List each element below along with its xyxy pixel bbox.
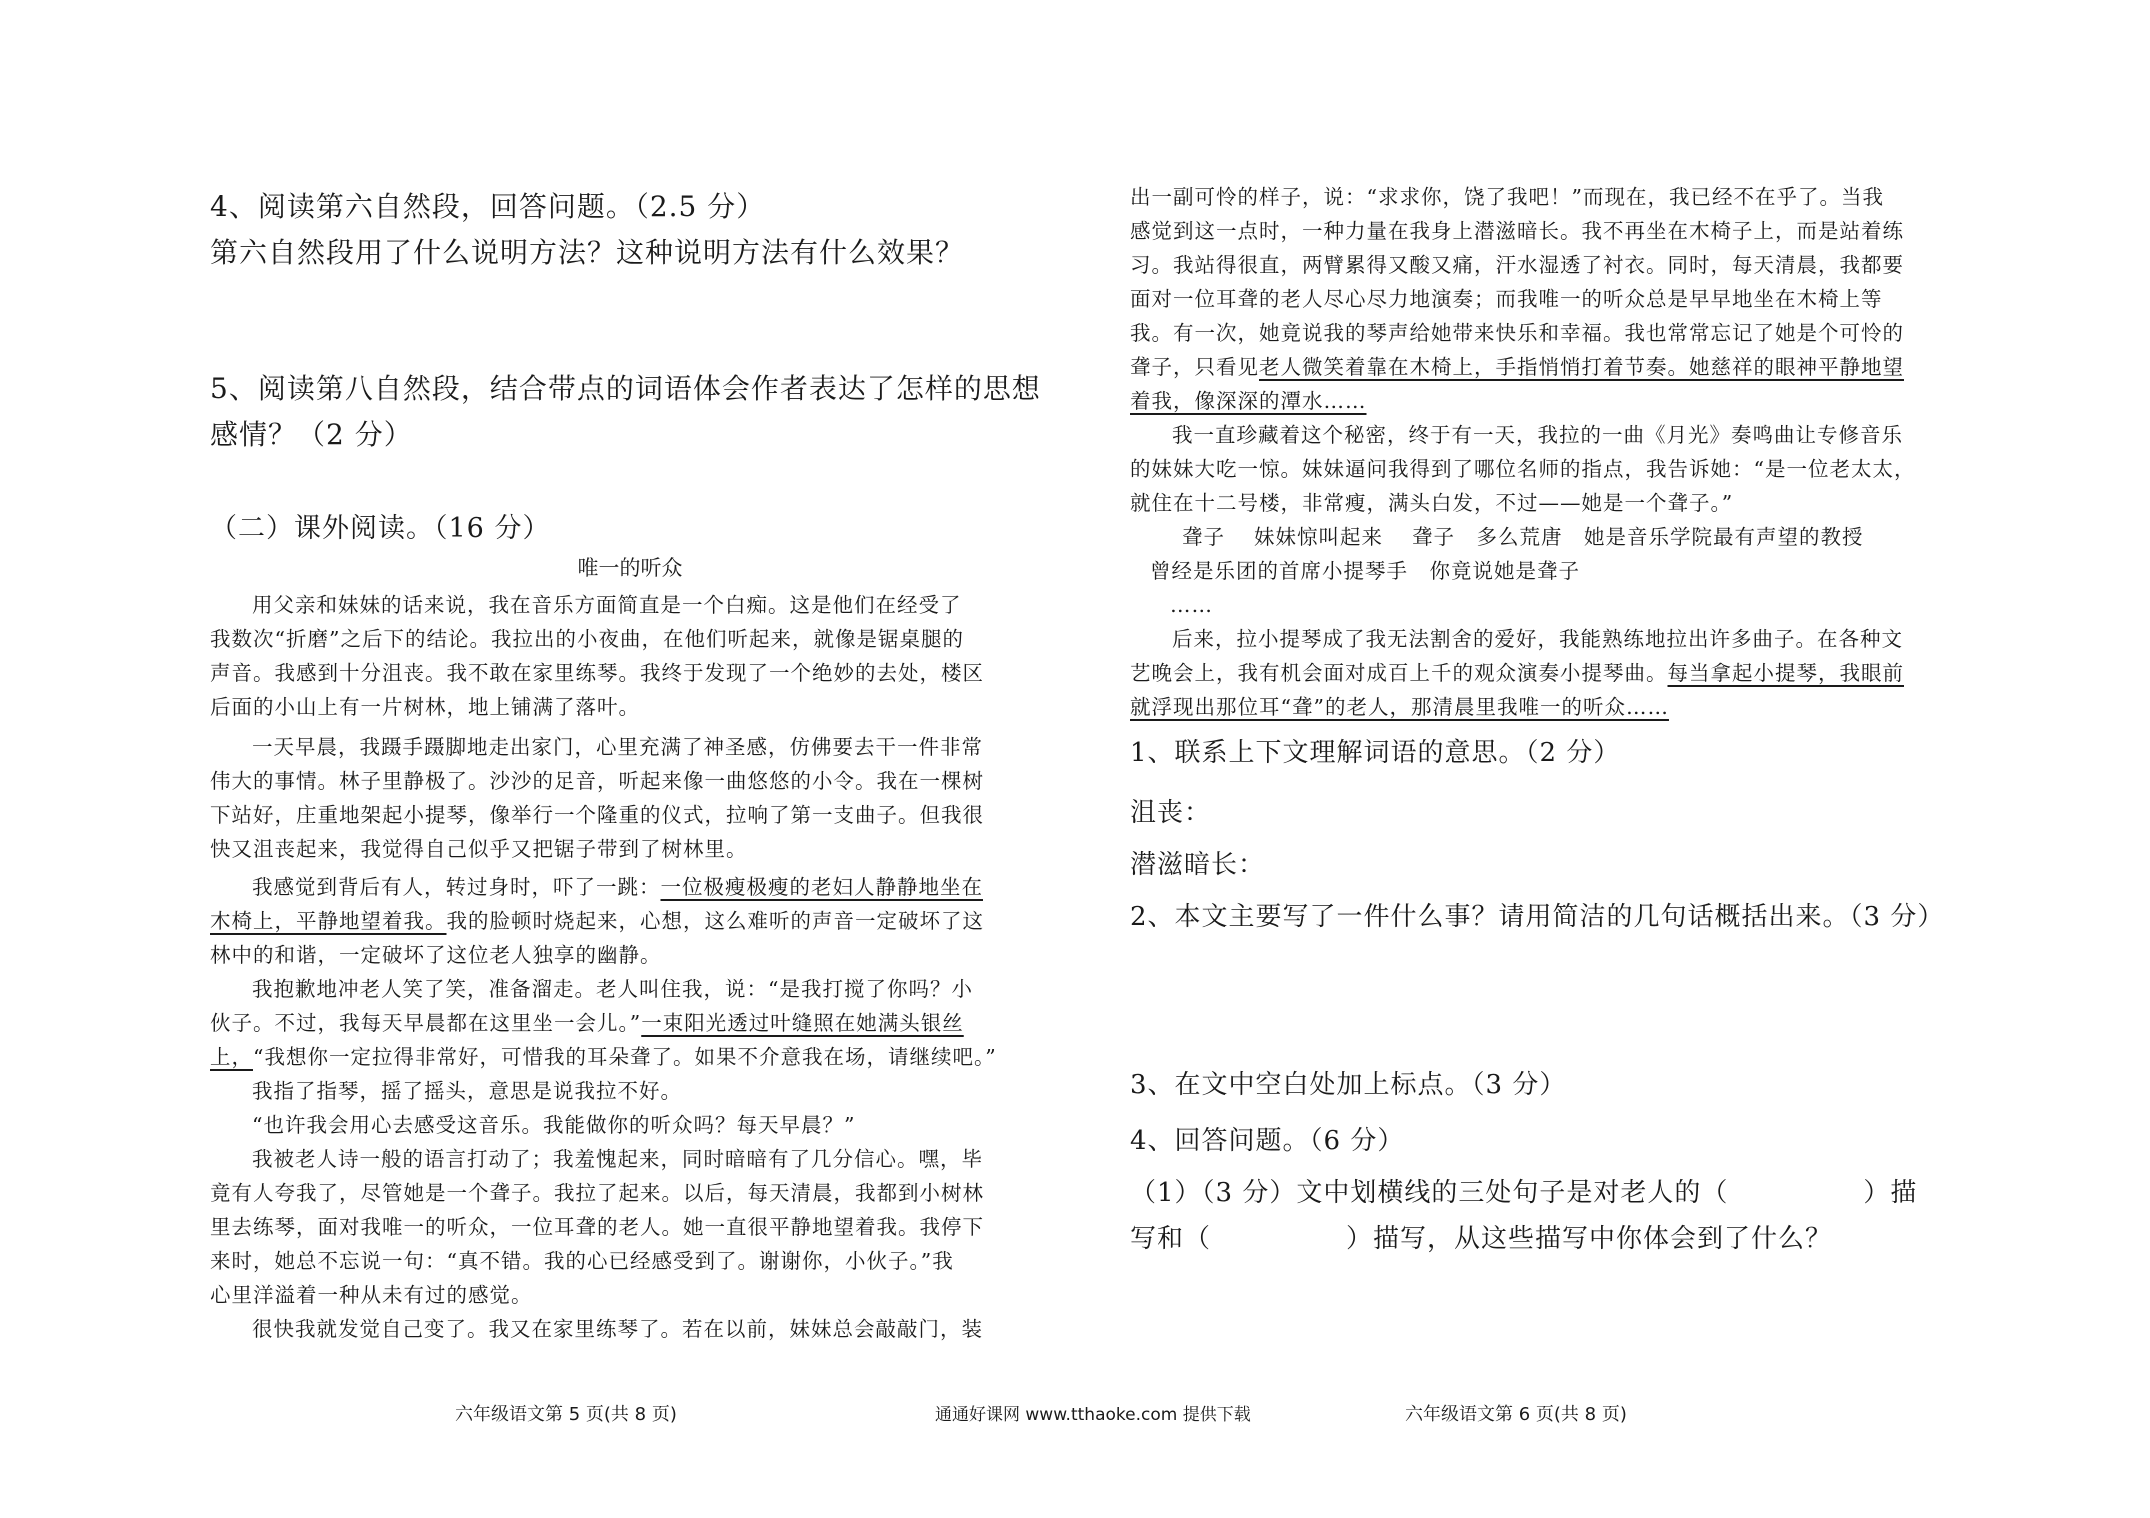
question-text: 2、本文主要写了一件什么事？请用简洁的几句话概括出来。（3 分） bbox=[1130, 902, 1945, 932]
text-line: 很快我就发觉自己变了。我又在家里练琴了。若在以前，妹妹总会敲敲门，装 bbox=[252, 1317, 983, 1341]
reading-question-4 bbox=[1130, 1118, 1404, 1164]
vocab-label: 潜滋暗长： bbox=[1130, 850, 1266, 880]
text-line bbox=[210, 904, 984, 938]
reading-question-1 bbox=[1130, 730, 1620, 776]
story-paragraph-10 bbox=[1130, 418, 1915, 520]
story-paragraph-12 bbox=[1130, 622, 1904, 724]
text-line bbox=[210, 870, 984, 904]
reading-question-4-1 bbox=[1130, 1170, 1917, 1262]
vocab-label: 沮丧： bbox=[1130, 798, 1212, 828]
text-line: 习。我站得很直，两臂累得又酸又痛，汗水湿透了衬衣。同时，每天清晨，我都要 bbox=[1130, 253, 1904, 277]
text-line: 用父亲和妹妹的话来说，我在音乐方面简直是一个白痴。这是他们在经受了 bbox=[252, 593, 962, 617]
ellipsis: …… bbox=[1170, 593, 1213, 617]
text-span: 伙子。不过，我每天早晨都在这里坐一会儿。” bbox=[210, 1011, 642, 1035]
story-paragraph-8 bbox=[210, 1312, 983, 1346]
text-span: “我想你一定拉得非常好，可惜我的耳朵聋了。如果不介意我在场，请继续吧。” bbox=[253, 1045, 997, 1069]
story-paragraph-6 bbox=[210, 1108, 855, 1142]
question-4-prompt: 第六自然段用了什么说明方法？这种说明方法有什么效果？ bbox=[210, 236, 965, 269]
text-line: 的妹妹大吃一惊。妹妹逼问我得到了哪位名师的指点，我告诉她：“是一位老太太， bbox=[1130, 457, 1916, 481]
text-span: 艺晚会上，我有机会面对成百上千的观众演奏小提琴曲。 bbox=[1130, 661, 1668, 685]
story-paragraph-7 bbox=[210, 1142, 984, 1312]
text-line bbox=[1130, 384, 1904, 418]
underlined-sentence-3-end: 着我，像深深的潭水…… bbox=[1130, 389, 1367, 413]
story-paragraph-2 bbox=[210, 730, 984, 866]
footer-right-page-number: 六年级语文第 6 页(共 8 页) bbox=[1405, 1404, 1627, 1425]
story-paragraph-3 bbox=[210, 870, 984, 972]
text-line: 下站好，庄重地架起小提琴，像举行一个隆重的仪式，拉响了第一支曲子。但我很 bbox=[210, 803, 984, 827]
question-5-line2: 感情？（2 分） bbox=[210, 418, 413, 451]
text-line bbox=[1130, 656, 1904, 690]
text-span: 我的脸顿时烧起来，心想，这么难听的声音一定破坏了这 bbox=[446, 909, 984, 933]
question-text: 3、在文中空白处加上标点。（3 分） bbox=[1130, 1070, 1567, 1100]
text-line-needs-punctuation: 曾经是乐团的首席小提琴手 你竟说她是聋子 bbox=[1150, 559, 1580, 583]
question-5-line1: 5、阅读第八自然段，结合带点的词语体会作者表达了怎样的思想 bbox=[210, 372, 1041, 405]
text-line-needs-punctuation: 聋子 妹妹惊叫起来 聋子 多么荒唐 她是音乐学院最有声望的教授 bbox=[1182, 525, 1864, 549]
vocab-item-1 bbox=[1130, 790, 1211, 836]
underlined-sentence-2: 一束阳光透过叶缝照在她满头银丝 bbox=[641, 1011, 964, 1035]
footer-left-page-number: 六年级语文第 5 页(共 8 页) bbox=[455, 1404, 677, 1425]
underlined-sentence-4: 每当拿起小提琴，我眼前 bbox=[1667, 661, 1904, 685]
text-line: 我抱歉地冲老人笑了笑，准备溜走。老人叫住我，说：“是我打搅了你吗？小 bbox=[252, 977, 973, 1001]
story-paragraph-11 bbox=[1130, 520, 1864, 622]
question-text: （1）（3 分）文中划横线的三处句子是对老人的（ ）描 bbox=[1130, 1178, 1918, 1208]
underlined-sentence-4-end: 就浮现出那位耳“聋”的老人，那清晨里我唯一的听众…… bbox=[1130, 695, 1669, 719]
story-paragraph-1 bbox=[210, 588, 984, 724]
text-line: 我被老人诗一般的语言打动了；我羞愧起来，同时暗暗有了几分信心。嘿，毕 bbox=[252, 1147, 983, 1171]
story-paragraph-4 bbox=[210, 972, 997, 1074]
text-line: 伟大的事情。林子里静极了。沙沙的足音，听起来像一曲悠悠的小令。我在一棵树 bbox=[210, 769, 984, 793]
text-line: 后面的小山上有一片树林，地上铺满了落叶。 bbox=[210, 695, 640, 719]
text-line: 竟有人夸我了，尽管她是一个聋子。我拉了起来。以后，每天清晨，我都到小树林 bbox=[210, 1181, 984, 1205]
question-4 bbox=[210, 184, 964, 276]
question-text: 写和（ ）描写，从这些描写中你体会到了什么？ bbox=[1130, 1224, 1833, 1254]
text-line: 一天早晨，我蹑手蹑脚地走出家门，心里充满了神圣感，仿佛要去干一件非常 bbox=[252, 735, 983, 759]
text-line: 感觉到这一点时，一种力量在我身上潜滋暗长。我不再坐在木椅子上，而是站着练 bbox=[1130, 219, 1904, 243]
story-paragraph-9 bbox=[1130, 180, 1904, 418]
footer-source: 通通好课网 www.tthaoke.com 提供下载 bbox=[935, 1405, 1251, 1425]
text-line: 我指了指琴，摇了摇头，意思是说我拉不好。 bbox=[252, 1079, 682, 1103]
text-line: 我数次“折磨”之后下的结论。我拉出的小夜曲，在他们听起来，就像是锯桌腿的 bbox=[210, 627, 964, 651]
text-line: 声音。我感到十分沮丧。我不敢在家里练琴。我终于发现了一个绝妙的去处，楼区 bbox=[210, 661, 984, 685]
text-line: 出一副可怜的样子，说：“求求你，饶了我吧！”而现在，我已经不在乎了。当我 bbox=[1130, 185, 1884, 209]
section-heading-text: （二）课外阅读。（16 分） bbox=[210, 513, 551, 544]
text-line: 来时，她总不忘说一句：“真不错。我的心已经感受到了。谢谢你，小伙子。”我 bbox=[210, 1249, 954, 1273]
story-paragraph-5 bbox=[210, 1074, 682, 1108]
text-line: 心里洋溢着一种从未有过的感觉。 bbox=[210, 1283, 533, 1307]
text-span: 我感觉到背后有人，转过身时，吓了一跳： bbox=[252, 875, 661, 899]
reading-question-3 bbox=[1130, 1062, 1566, 1108]
text-line: 面对一位耳聋的老人尽心尽力地演奏；而我唯一的听众总是早早地坐在木椅上等 bbox=[1130, 287, 1883, 311]
text-line: 快又沮丧起来，我觉得自己似乎又把锯子带到了树林里。 bbox=[210, 837, 748, 861]
section-heading bbox=[210, 506, 550, 552]
text-line: “也许我会用心去感受这音乐。我能做你的听众吗？每天早晨？” bbox=[252, 1113, 856, 1137]
text-line bbox=[1130, 690, 1904, 724]
text-line bbox=[210, 1040, 997, 1074]
text-line: 后来，拉小提琴成了我无法割舍的爱好，我能熟练地拉出许多曲子。在各种文 bbox=[1172, 627, 1903, 651]
vocab-item-2 bbox=[1130, 842, 1265, 888]
text-line: 里去练琴，面对我唯一的听众，一位耳聋的老人。她一直很平静地望着我。我停下 bbox=[210, 1215, 984, 1239]
text-line bbox=[1130, 350, 1904, 384]
text-line: 就住在十二号楼，非常瘦，满头白发，不过——她是一个聋子。” bbox=[1130, 491, 1734, 515]
text-span: 聋子，只看见 bbox=[1130, 355, 1259, 379]
question-4-title: 4、阅读第六自然段，回答问题。（2.5 分） bbox=[210, 190, 766, 223]
question-5 bbox=[210, 366, 1041, 458]
story-title: 唯一的听众 bbox=[577, 556, 683, 580]
text-line bbox=[210, 1006, 997, 1040]
text-line: 我。有一次，她竟说我的琴声给她带来快乐和幸福。我也常常忘记了她是个可怜的 bbox=[1130, 321, 1904, 345]
reading-question-2 bbox=[1130, 894, 1944, 940]
text-line: 我一直珍藏着这个秘密，终于有一天，我拉的一曲《月光》奏鸣曲让专修音乐 bbox=[1172, 423, 1903, 447]
question-text: 1、联系上下文理解词语的意思。（2 分） bbox=[1130, 738, 1621, 768]
question-text: 4、回答问题。（6 分） bbox=[1130, 1126, 1405, 1156]
underlined-sentence-2-end: 上， bbox=[210, 1045, 253, 1069]
underlined-sentence-1-end: 木椅上，平静地望着我。 bbox=[210, 909, 447, 933]
text-line: 林中的和谐，一定破坏了这位老人独享的幽静。 bbox=[210, 943, 662, 967]
underlined-sentence-3: 老人微笑着靠在木椅上，手指悄悄打着节奏。她慈祥的眼神平静地望 bbox=[1259, 355, 1904, 379]
underlined-sentence-1: 一位极瘦极瘦的老妇人静静地坐在 bbox=[660, 875, 983, 899]
